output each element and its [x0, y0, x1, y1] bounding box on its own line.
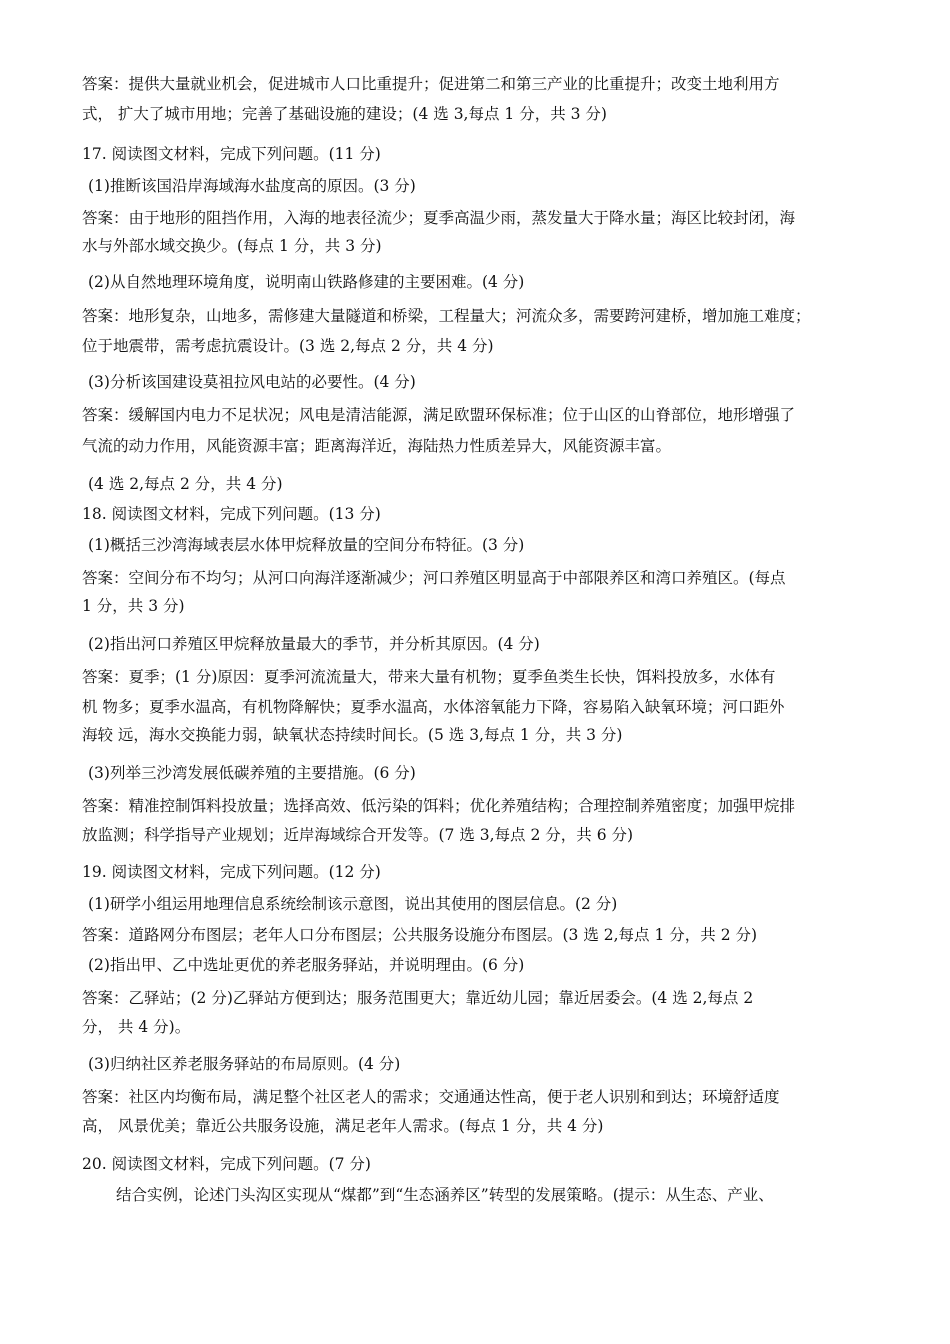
answer-18-2-line-2: 机 物多；夏季水温高，有机物降解快；夏季水温高，水体溶氧能力下降，容易陷入缺氧环境；河口距外 [82, 698, 785, 716]
answer-18-1-line-1: 答案：空间分布不均匀；从河口向海洋逐渐减少；河口养殖区明显高于中部限养区和湾口养殖区。(每点 [82, 569, 786, 587]
question-17-1: (1)推断该国沿岸海域海水盐度高的原因。(3 分) [88, 177, 416, 195]
answer-16-line-1: 答案：提供大量就业机会，促进城市人口比重提升；促进第二和第三产业的比重提升；改变土地利用方 [82, 75, 780, 93]
question-19-heading: 19. 阅读图文材料，完成下列问题。(12 分) [82, 863, 381, 881]
answer-19-3-line-1: 答案：社区内均衡布局，满足整个社区老人的需求；交通通达性高，便于老人识别和到达；环境舒适度 [82, 1088, 780, 1106]
answer-17-3-line-2: 气流的动力作用，风能资源丰富；距离海洋近，海陆热力性质差异大，风能资源丰富。 [82, 437, 672, 455]
answer-18-2-line-3: 海较 远，海水交换能力弱，缺氧状态持续时间长。(5 选 3,每点 1 分，共 3 分) [82, 726, 623, 744]
answer-18-3-line-1: 答案：精准控制饵料投放量；选择高效、低污染的饵料；优化养殖结构；合理控制养殖密度；加强甲烷排 [82, 797, 796, 815]
question-18-2: (2)指出河口养殖区甲烷释放量最大的季节，并分析其原因。(4 分) [88, 635, 540, 653]
question-20-heading: 20. 阅读图文材料，完成下列问题。(7 分) [82, 1155, 371, 1173]
answer-17-1-line-2: 水与外部水域交换少。(每点 1 分，共 3 分) [82, 237, 382, 255]
answer-17-3-line-1: 答案：缓解国内电力不足状况；风电是清洁能源，满足欧盟环保标准；位于山区的山脊部位，地形增强了 [82, 406, 796, 424]
question-19-1: (1)研学小组运用地理信息系统绘制该示意图，说出其使用的图层信息。(2 分) [88, 895, 618, 913]
answer-17-1-line-1: 答案：由于地形的阻挡作用，入海的地表径流少；夏季高温少雨，蒸发量大于降水量；海区比较封闭，海 [82, 209, 796, 227]
answer-17-2-line-1: 答案：地形复杂，山地多，需修建大量隧道和桥梁，工程量大；河流众多，需要跨河建桥，增加施工难度； [82, 307, 811, 325]
answer-18-2-line-1: 答案：夏季；(1 分)原因：夏季河流流量大，带来大量有机物；夏季鱼类生长快，饵料投放多，水体有 [82, 668, 776, 686]
question-18-1: (1)概括三沙湾海域表层水体甲烷释放量的空间分布特征。(3 分) [88, 536, 525, 554]
answer-19-2-line-1: 答案：乙驿站；(2 分)乙驿站方便到达；服务范围更大；靠近幼儿园；靠近居委会。(4 选 2,每点 2 [82, 989, 754, 1007]
answer-17-3-score: (4 选 2,每点 2 分，共 4 分) [88, 475, 283, 493]
answer-19-2-line-2: 分， 共 4 分)。 [82, 1018, 191, 1036]
question-17-heading: 17. 阅读图文材料，完成下列问题。(11 分) [82, 145, 381, 163]
answer-19-1: 答案：道路网分布图层；老年人口分布图层；公共服务设施分布图层。(3 选 2,每点 1 分，共 2 分) [82, 926, 758, 944]
question-20-prompt: 结合实例，论述门头沟区实现从“煤都”到“生态涵养区”转型的发展策略。(提示：从生态、产业、 [116, 1186, 774, 1204]
question-18-heading: 18. 阅读图文材料，完成下列问题。(13 分) [82, 505, 381, 523]
answer-18-3-line-2: 放监测；科学指导产业规划；近岸海域综合开发等。(7 选 3,每点 2 分，共 6 分) [82, 826, 634, 844]
question-18-3: (3)列举三沙湾发展低碳养殖的主要措施。(6 分) [88, 764, 416, 782]
answer-16-line-2: 式， 扩大了城市用地；完善了基础设施的建设；(4 选 3,每点 1 分，共 3 分) [82, 105, 607, 123]
question-19-2: (2)指出甲、乙中选址更优的养老服务驿站，并说明理由。(6 分) [88, 956, 525, 974]
question-19-3: (3)归纳社区养老服务驿站的布局原则。(4 分) [88, 1055, 401, 1073]
answer-17-2-line-2: 位于地震带，需考虑抗震设计。(3 选 2,每点 2 分，共 4 分) [82, 337, 494, 355]
answer-19-3-line-2: 高， 风景优美；靠近公共服务设施，满足老年人需求。(每点 1 分，共 4 分) [82, 1117, 604, 1135]
question-17-2: (2)从自然地理环境角度，说明南山铁路修建的主要困难。(4 分) [88, 273, 525, 291]
question-17-3: (3)分析该国建设莫祖拉风电站的必要性。(4 分) [88, 373, 416, 391]
answer-18-1-line-2: 1 分，共 3 分) [82, 597, 185, 615]
